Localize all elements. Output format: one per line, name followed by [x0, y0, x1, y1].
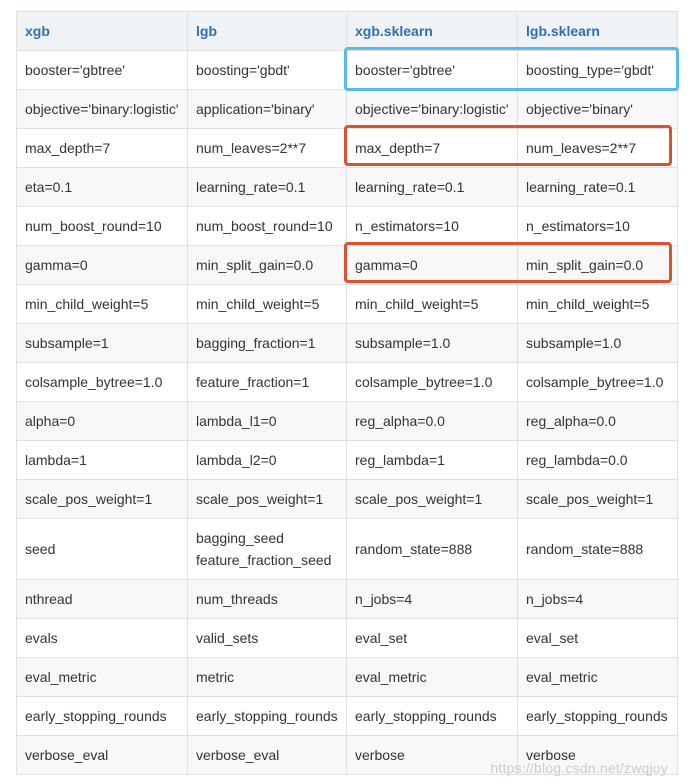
table-cell: num_leaves=2**7 — [188, 129, 347, 168]
table-cell: colsample_bytree=1.0 — [518, 363, 678, 402]
table-cell: evals — [17, 619, 188, 658]
table-cell: max_depth=7 — [347, 129, 518, 168]
table-cell: objective='binary:logistic' — [17, 90, 188, 129]
table-cell: application='binary' — [188, 90, 347, 129]
table-cell: lambda_l2=0 — [188, 441, 347, 480]
table-cell: verbose — [518, 736, 678, 775]
column-header-lgb: lgb — [188, 12, 347, 51]
table-row — [17, 51, 678, 90]
table-cell: boosting='gbdt' — [188, 51, 347, 90]
table-cell: feature_fraction=1 — [188, 363, 347, 402]
table-row — [17, 129, 678, 168]
table-cell: reg_alpha=0.0 — [518, 402, 678, 441]
column-header-lgb-sklearn: lgb.sklearn — [518, 12, 678, 51]
cell-line: feature_fraction_seed — [196, 552, 332, 568]
table-cell: num_leaves=2**7 — [518, 129, 678, 168]
table-cell: gamma=0 — [17, 246, 188, 285]
table-cell: reg_lambda=1 — [347, 441, 518, 480]
table-cell: valid_sets — [188, 619, 347, 658]
table-cell: scale_pos_weight=1 — [347, 480, 518, 519]
table-row — [17, 480, 678, 519]
table-cell: min_split_gain=0.0 — [518, 246, 678, 285]
table-cell: metric — [188, 658, 347, 697]
table-cell: eta=0.1 — [17, 168, 188, 207]
table-row — [17, 619, 678, 658]
table-cell: reg_lambda=0.0 — [518, 441, 678, 480]
table-cell: eval_metric — [17, 658, 188, 697]
table-cell: subsample=1.0 — [347, 324, 518, 363]
table-cell: min_child_weight=5 — [188, 285, 347, 324]
watermark-text: https://blog.csdn.net/zwqjoy — [490, 760, 668, 776]
table-row — [17, 402, 678, 441]
table-cell: min_child_weight=5 — [17, 285, 188, 324]
table-cell: num_threads — [188, 580, 347, 619]
table-cell: num_boost_round=10 — [188, 207, 347, 246]
table-cell: gamma=0 — [347, 246, 518, 285]
table-cell: boosting_type='gbdt' — [518, 51, 678, 90]
table-row — [17, 285, 678, 324]
table-cell: n_estimators=10 — [518, 207, 678, 246]
table-cell: booster='gbtree' — [347, 51, 518, 90]
cell-line: bagging_seed — [196, 530, 284, 546]
table-cell: min_child_weight=5 — [347, 285, 518, 324]
table-cell: verbose_eval — [17, 736, 188, 775]
table-row — [17, 168, 678, 207]
table-cell: subsample=1.0 — [518, 324, 678, 363]
table-row — [17, 363, 678, 402]
table-cell-multiline — [188, 519, 347, 580]
table-cell: alpha=0 — [17, 402, 188, 441]
table-cell: learning_rate=0.1 — [188, 168, 347, 207]
table-cell: booster='gbtree' — [17, 51, 188, 90]
table-cell: objective='binary:logistic' — [347, 90, 518, 129]
table-cell: verbose_eval — [188, 736, 347, 775]
table-cell: early_stopping_rounds — [518, 697, 678, 736]
table-cell: subsample=1 — [17, 324, 188, 363]
table-row — [17, 441, 678, 480]
parameter-comparison-table-wrapper — [16, 11, 677, 775]
table-cell: bagging_fraction=1 — [188, 324, 347, 363]
table-cell: eval_set — [518, 619, 678, 658]
table-row — [17, 207, 678, 246]
table-row — [17, 658, 678, 697]
table-cell: random_state=888 — [347, 519, 518, 580]
table-cell: num_boost_round=10 — [17, 207, 188, 246]
table-cell: scale_pos_weight=1 — [17, 480, 188, 519]
table-cell: colsample_bytree=1.0 — [347, 363, 518, 402]
table-cell: eval_set — [347, 619, 518, 658]
table-cell: n_jobs=4 — [518, 580, 678, 619]
table-header-row — [17, 12, 678, 51]
table-cell: n_estimators=10 — [347, 207, 518, 246]
parameter-comparison-table — [16, 11, 678, 775]
table-row — [17, 580, 678, 619]
table-cell: min_split_gain=0.0 — [188, 246, 347, 285]
table-cell: objective='binary' — [518, 90, 678, 129]
table-cell: early_stopping_rounds — [347, 697, 518, 736]
table-cell: n_jobs=4 — [347, 580, 518, 619]
table-cell: early_stopping_rounds — [188, 697, 347, 736]
table-row — [17, 246, 678, 285]
column-header-xgb: xgb — [17, 12, 188, 51]
table-cell: learning_rate=0.1 — [518, 168, 678, 207]
column-header-xgb-sklearn: xgb.sklearn — [347, 12, 518, 51]
table-cell: nthread — [17, 580, 188, 619]
table-cell: eval_metric — [518, 658, 678, 697]
table-row — [17, 697, 678, 736]
table-cell: reg_alpha=0.0 — [347, 402, 518, 441]
table-cell: random_state=888 — [518, 519, 678, 580]
table-cell: scale_pos_weight=1 — [518, 480, 678, 519]
table-cell: scale_pos_weight=1 — [188, 480, 347, 519]
table-cell: min_child_weight=5 — [518, 285, 678, 324]
table-cell: colsample_bytree=1.0 — [17, 363, 188, 402]
table-cell: eval_metric — [347, 658, 518, 697]
table-cell: lambda_l1=0 — [188, 402, 347, 441]
table-cell: learning_rate=0.1 — [347, 168, 518, 207]
table-cell: verbose — [347, 736, 518, 775]
table-cell: lambda=1 — [17, 441, 188, 480]
table-cell: seed — [17, 519, 188, 580]
table-cell: max_depth=7 — [17, 129, 188, 168]
table-row — [17, 324, 678, 363]
table-row — [17, 519, 678, 580]
table-cell: early_stopping_rounds — [17, 697, 188, 736]
table-row — [17, 90, 678, 129]
